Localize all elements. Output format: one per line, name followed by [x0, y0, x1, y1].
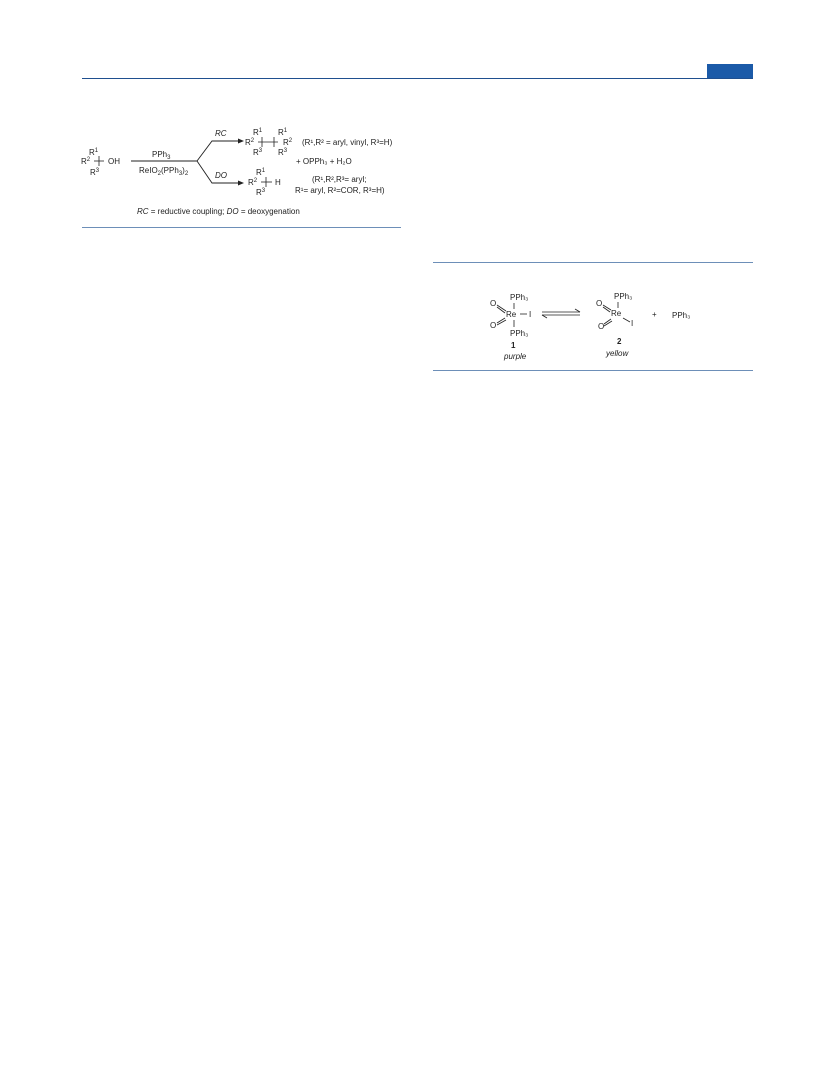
- svg-text:O: O: [598, 322, 605, 331]
- compound-1-number: 1: [511, 341, 516, 350]
- rc-product: [245, 128, 293, 157]
- alcohol-reactant: [81, 148, 120, 177]
- svg-text:R1: $R^1$: [256, 168, 266, 177]
- svg-text:R2: $R^2$: [283, 138, 293, 147]
- svg-text:PPh₃: PPh₃: [614, 292, 633, 301]
- scheme-1-bottom-rule: [82, 227, 401, 228]
- svg-text:Re: Re: [506, 310, 517, 319]
- free-pph3: PPh₃: [672, 311, 691, 320]
- do-product: [248, 168, 281, 197]
- scheme-2: [490, 292, 690, 361]
- svg-text:R2: $R^2$: [245, 138, 255, 147]
- svg-text:O: O: [490, 321, 497, 330]
- rc-condition: (R¹,R² = aryl, vinyl, R³=H): [302, 138, 393, 147]
- svg-text:R3: $R^3$: [278, 148, 288, 157]
- compound-2-color: yellow: [606, 349, 629, 358]
- rc-label: RC: [215, 129, 227, 138]
- compound-2: [596, 292, 633, 358]
- do-label: DO: [215, 171, 227, 180]
- scheme-1: [81, 128, 393, 216]
- do-condition-line-1: (R¹,R²,R³= aryl;: [312, 175, 367, 184]
- svg-text:I: I: [631, 319, 634, 328]
- svg-text:I: I: [529, 310, 532, 319]
- svg-text:O: O: [490, 299, 497, 308]
- svg-text:R3: $R^3$: [253, 148, 263, 157]
- svg-text:O: O: [596, 299, 603, 308]
- svg-text:PPh₃: PPh₃: [510, 293, 529, 302]
- svg-text:H: H: [275, 178, 281, 187]
- alcohol-r2: $R^2$: [81, 157, 91, 166]
- alcohol-r3: $R^3$: [90, 168, 100, 177]
- svg-text:R1: $R^1$: [253, 128, 263, 137]
- plus-sign: +: [652, 310, 657, 319]
- do-condition-line-2: R¹= aryl, R²=COR, R³=H): [295, 186, 385, 195]
- alcohol-oh: OH: [108, 157, 120, 166]
- svg-text:Re: Re: [611, 309, 622, 318]
- svg-text:PPh₃: PPh₃: [510, 329, 529, 338]
- svg-text:R1: $R^1$: [278, 128, 288, 137]
- compound-1: [490, 293, 531, 361]
- compound-2-number: 2: [617, 337, 622, 346]
- rc-arrow: [197, 141, 238, 161]
- svg-text:R3: $R^3$: [256, 188, 266, 197]
- scheme-1-caption: RC = reductive coupling; DO = deoxygenation: [137, 207, 300, 216]
- scheme-2-bottom-rule: [433, 370, 753, 371]
- scheme-2-top-rule: [433, 262, 753, 263]
- byproducts: + OPPh₃ + H₂O: [296, 157, 352, 166]
- alcohol-r1: $R^1$: [89, 148, 99, 157]
- compound-1-color: purple: [504, 352, 527, 361]
- reagent-pph3: PPh$_3$: [152, 150, 171, 161]
- svg-text:R2: $R^2$: [248, 178, 258, 187]
- reagent-rhenium: $ReIO_2(PPh_3)_2$: [139, 166, 189, 177]
- equilibrium-arrows: [542, 309, 580, 318]
